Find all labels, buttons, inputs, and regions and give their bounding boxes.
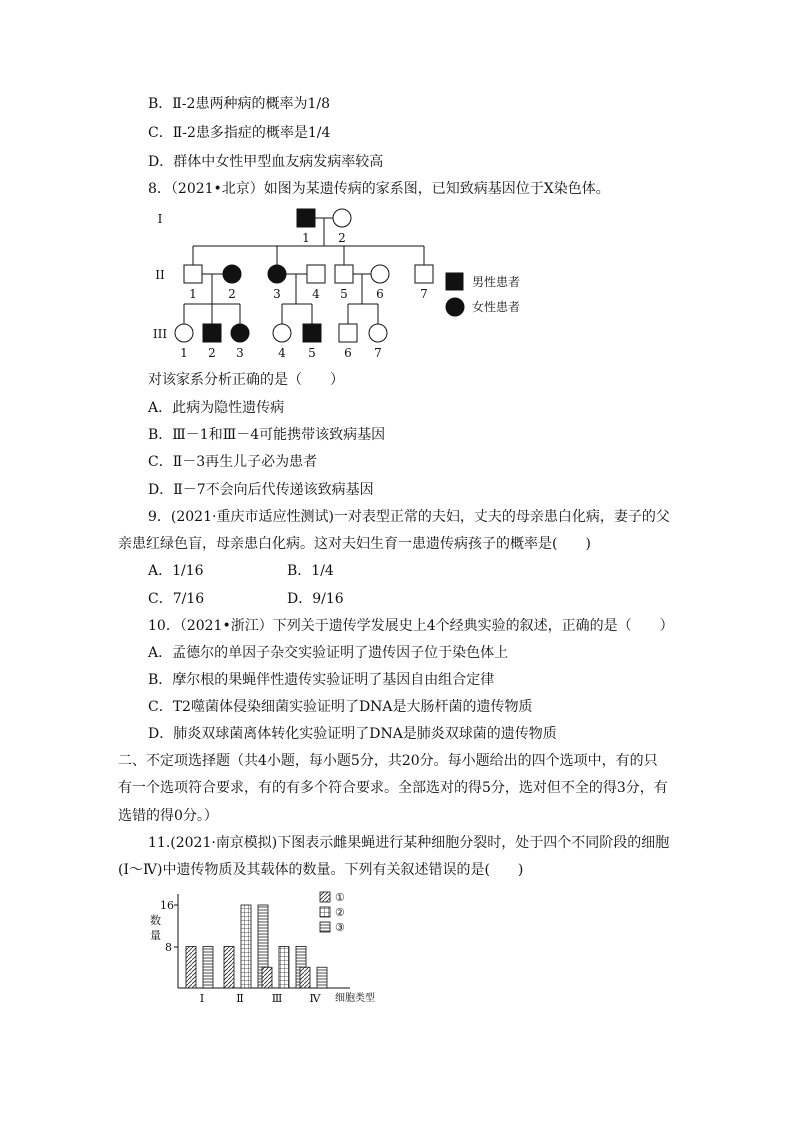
pedigree-num: 1: [302, 231, 310, 245]
bar-2-series-2: [241, 905, 251, 988]
pedigree-num: 6: [344, 346, 352, 360]
pedigree-II-5: [335, 265, 353, 283]
section2-line1: 二、不定项选择题（共4小题，每小题5分，共20分。每小题给出的四个选项中，有的只: [118, 753, 658, 769]
bar-4-series-3: [317, 967, 327, 988]
q7-option-c: C．Ⅱ-2患多指症的概率是1/4: [148, 125, 331, 141]
pedigree-III-1: [175, 324, 193, 342]
pedigree-II-7: [415, 265, 433, 283]
gen-label-I: I: [157, 212, 163, 226]
bar-chart: [140, 888, 410, 1013]
legend-swatch: [320, 907, 330, 917]
gen-label-II: II: [155, 268, 165, 282]
q11-stem-line2: (Ⅰ～Ⅳ)中遗传物质及其载体的数量。下列有关叙述错误的是( ): [118, 862, 524, 878]
y-axis-label-char2: 量: [150, 929, 161, 942]
pedigree-num: 3: [273, 287, 281, 301]
q8-question: 对该家系分析正确的是（ ）: [148, 372, 344, 388]
q9-option-d: D．9/16: [287, 591, 344, 607]
pedigree-II-2: [223, 265, 241, 283]
q10-option-a: A．孟德尔的单因子杂交实验证明了遗传因子位于染色体上: [148, 645, 509, 661]
q8-stem: 8．（2021•北京）如图为某遗传病的家系图，已知致病基因位于X染色体。: [148, 181, 610, 197]
pedigree-I-1: [297, 209, 315, 227]
pedigree-num: 4: [278, 346, 286, 360]
pedigree-num: 4: [312, 287, 320, 301]
legend-female-label: 女性患者: [472, 300, 521, 314]
q9-option-c: C．7/16: [148, 591, 205, 607]
pedigree-II-3: [268, 265, 286, 283]
section2-line3: 选错的得0分。）: [118, 808, 218, 824]
q10-option-b: B．摩尔根的果蝇伴性遗传实验证明了基因自由组合定律: [148, 672, 495, 688]
pedigree-III-3: [231, 324, 249, 342]
legend-label: ②: [335, 906, 345, 919]
pedigree-num: 6: [376, 287, 384, 301]
bar-3-series-2: [279, 947, 289, 989]
xtick-label: Ⅱ: [236, 992, 244, 1005]
pedigree-num: 3: [236, 346, 244, 360]
pedigree-num: 5: [308, 346, 316, 360]
x-axis-title: 细胞类型: [335, 993, 375, 1004]
pedigree-III-7: [369, 324, 387, 342]
q10-option-c: C．T2噬菌体侵染细菌实验证明了DNA是大肠杆菌的遗传物质: [148, 699, 533, 715]
pedigree-III-5: [303, 324, 321, 342]
q9-stem-line2: 亲患红绿色盲，母亲患白化病。这对夫妇生育一患遗传病孩子的概率是( ): [118, 536, 591, 552]
pedigree-num: 5: [340, 287, 348, 301]
q8-option-a: A．此病为隐性遗传病: [148, 400, 285, 416]
q8-option-b: B．Ⅲ－1和Ⅲ－4可能携带该致病基因: [148, 427, 386, 443]
bar-1-series-1: [186, 947, 196, 989]
q8-option-d: D．Ⅱ－7不会向后代传递该致病基因: [148, 482, 374, 498]
pedigree-II-4: [307, 265, 325, 283]
q9-stem-line1: 9．(2021·重庆市适应性测试)一对表型正常的夫妇，丈夫的母亲患白化病，妻子的父: [148, 509, 670, 525]
pedigree-chart: [140, 200, 540, 370]
q7-option-d: D．群体中女性甲型血友病发病率较高: [148, 154, 384, 170]
legend-label: ③: [335, 921, 345, 934]
bar-4-series-1: [300, 967, 310, 988]
q10-stem: 10．（2021•浙江）下列关于遗传学发展史上4个经典实验的叙述，正确的是（ ）: [148, 618, 674, 634]
bar-3-series-1: [262, 967, 272, 988]
q10-option-d: D．肺炎双球菌离体转化实验证明了DNA是肺炎双球菌的遗传物质: [148, 726, 557, 742]
legend-swatch: [320, 922, 330, 932]
legend-male-symbol: [446, 273, 463, 290]
xtick-label: Ⅰ: [199, 992, 205, 1005]
pedigree-I-2: [333, 209, 351, 227]
q11-stem-line1: 11.(2021·南京模拟)下图表示雌果蝇进行某种细胞分裂时，处于四个不同阶段的细胞: [148, 835, 670, 851]
pedigree-num: 7: [420, 287, 428, 301]
pedigree-num: 1: [180, 346, 188, 360]
legend-label: ①: [335, 891, 345, 904]
legend-male-label: 男性患者: [472, 275, 521, 289]
pedigree-num: 2: [338, 231, 346, 245]
pedigree-III-6: [339, 324, 357, 342]
y-axis-label-char1: 数: [150, 914, 161, 927]
pedigree-num: 1: [189, 287, 197, 301]
ytick-label: 8: [165, 941, 172, 954]
xtick-label: Ⅲ: [271, 992, 283, 1005]
q7-option-b: B．Ⅱ-2患两种病的概率为1/8: [148, 96, 330, 112]
section2-line2: 有一个选项符合要求，有的有多个符合要求。全部选对的得5分，选对但不全的得3分，有: [118, 780, 668, 796]
pedigree-II-6: [371, 265, 389, 283]
legend-female-symbol: [446, 298, 464, 316]
pedigree-III-4: [273, 324, 291, 342]
pedigree-II-1: [184, 265, 202, 283]
bar-2-series-1: [224, 947, 234, 989]
pedigree-num: 2: [208, 346, 216, 360]
q8-option-c: C．Ⅱ－3再生儿子必为患者: [148, 454, 318, 470]
gen-label-III: III: [152, 327, 168, 341]
pedigree-num: 7: [374, 346, 382, 360]
q9-option-a: A．1/16: [148, 563, 204, 579]
pedigree-num: 2: [228, 287, 236, 301]
legend-swatch: [320, 892, 330, 902]
pedigree-III-2: [203, 324, 221, 342]
q9-option-b: B．1/4: [287, 563, 334, 579]
xtick-label: Ⅳ: [309, 992, 321, 1005]
ytick-label: 16: [160, 899, 174, 912]
bar-1-series-3: [203, 947, 213, 989]
